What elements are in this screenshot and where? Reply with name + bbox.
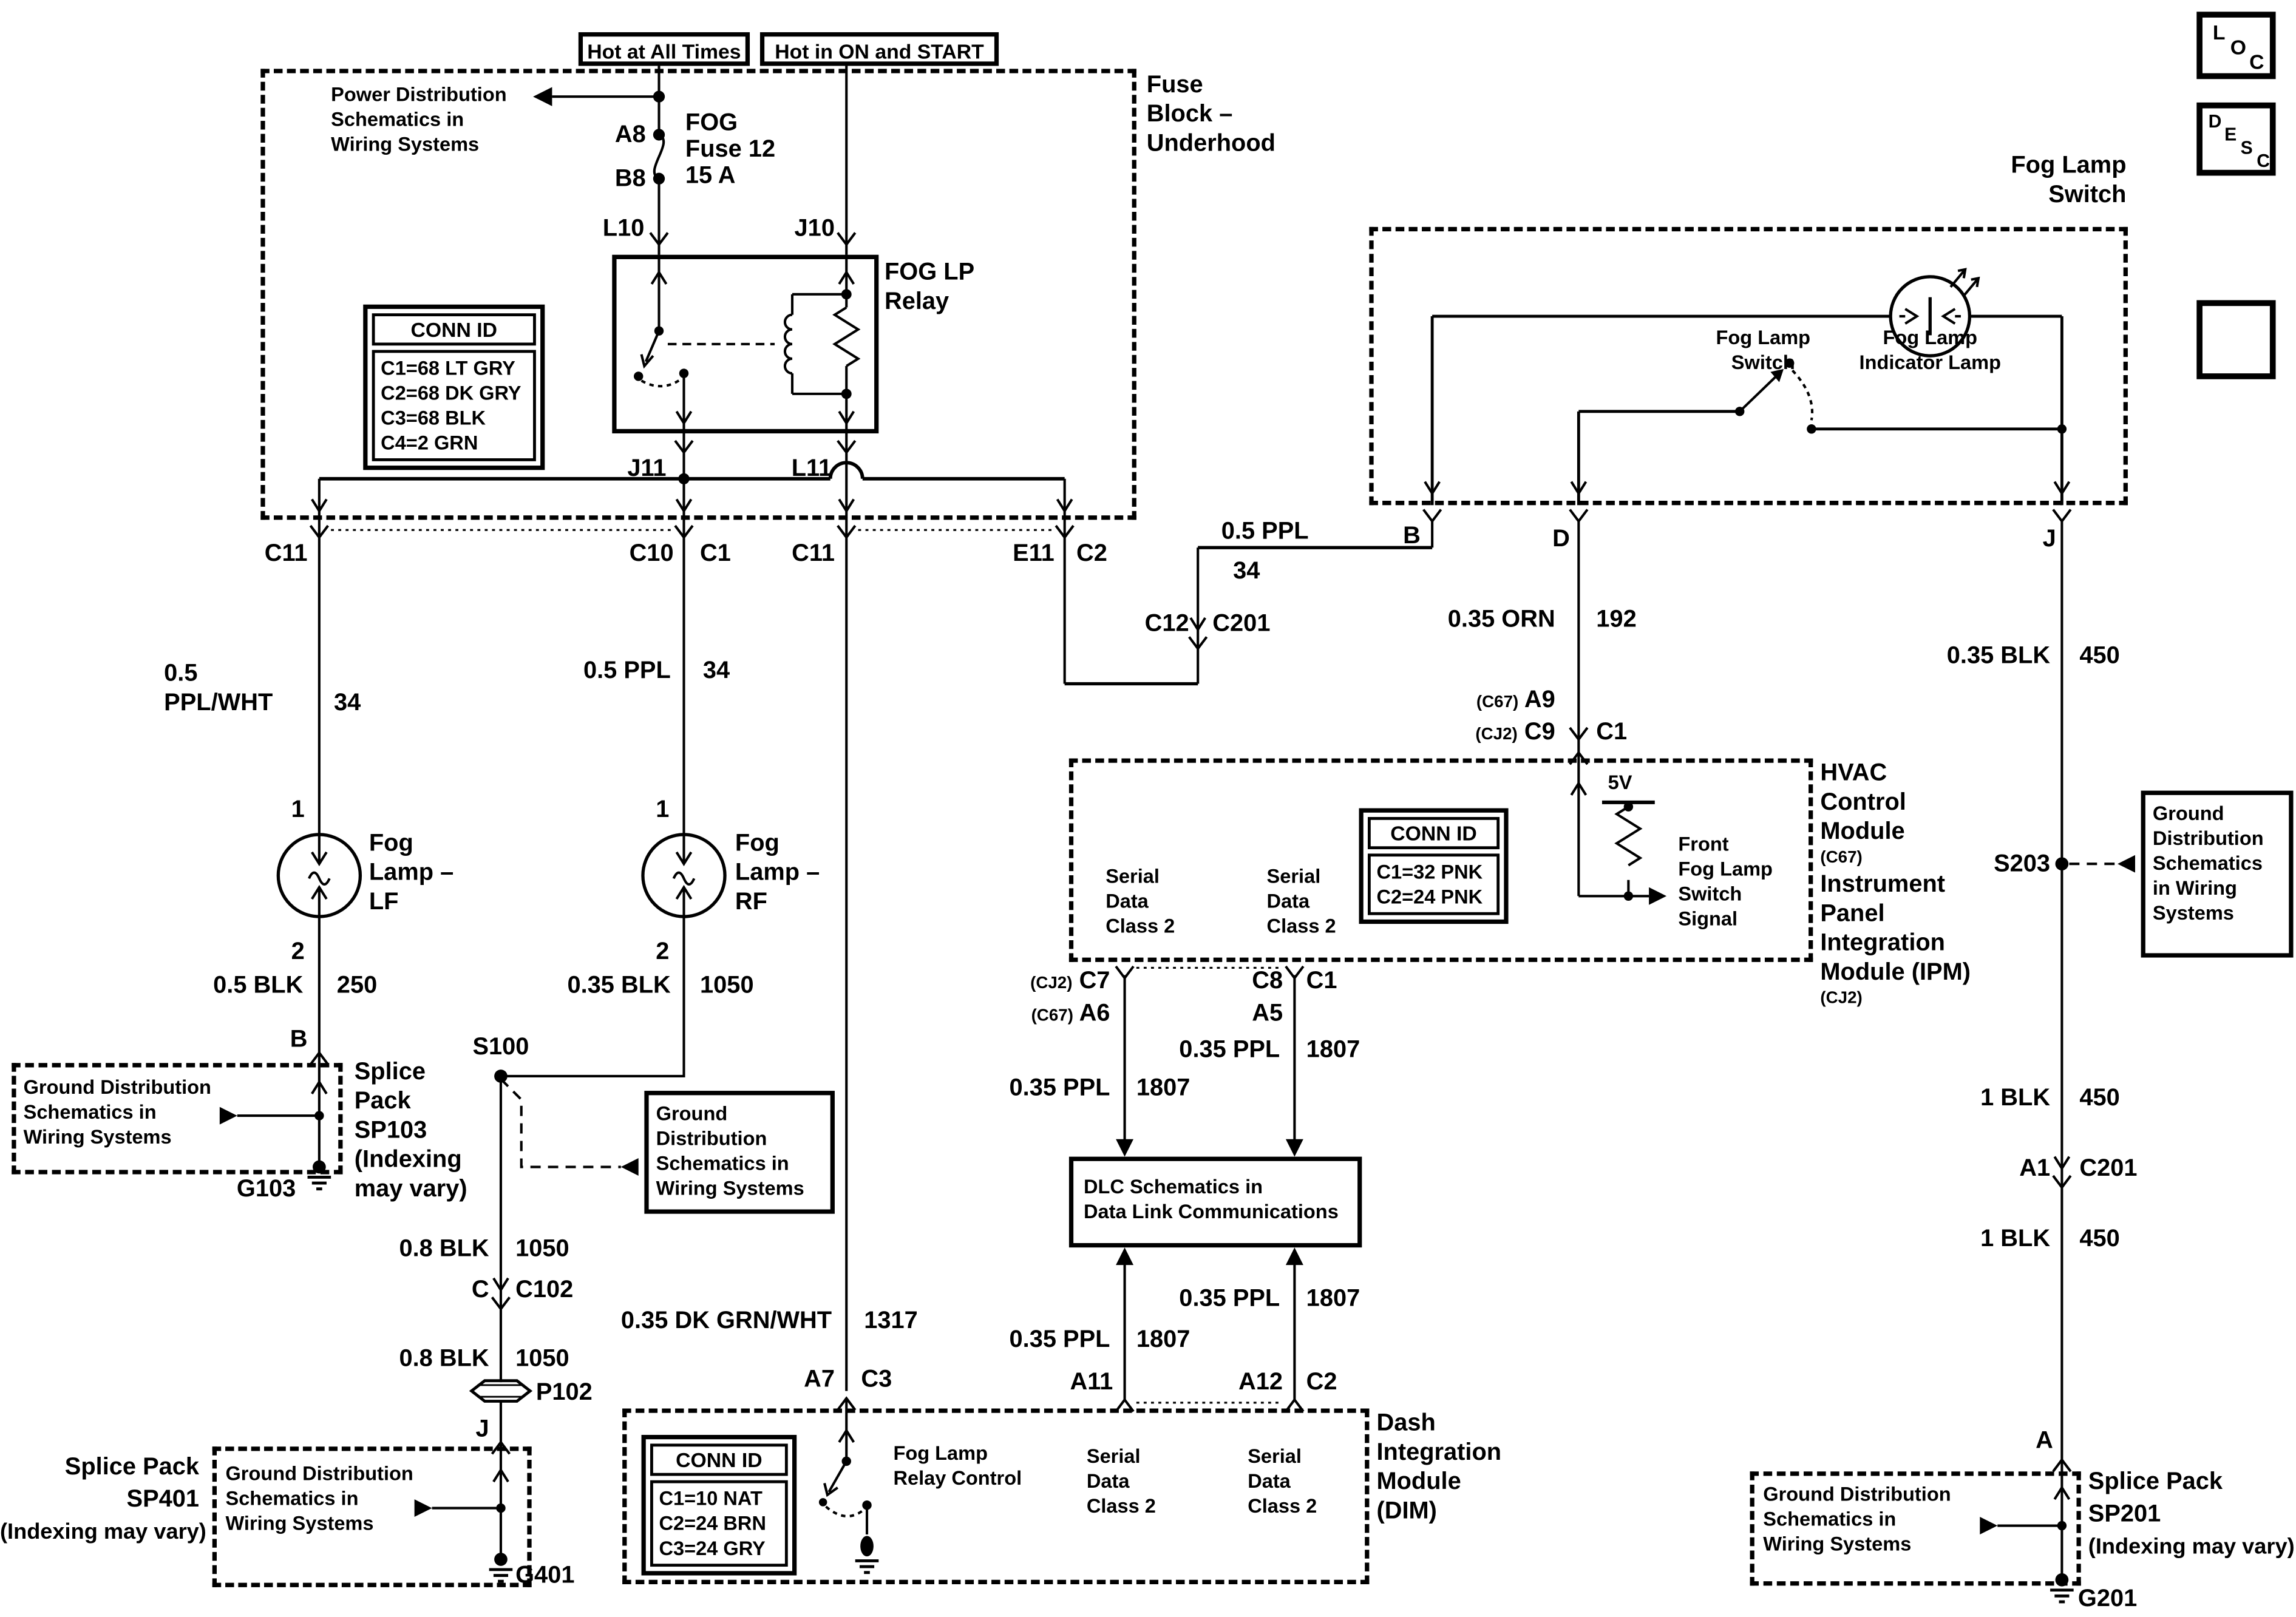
conn-a12: A12	[1238, 1369, 1283, 1395]
dim-serial-1: Serial Data Class 2	[1086, 1445, 1156, 1517]
fog-lamp-switch-title: Fog Lamp Switch	[2011, 152, 2127, 208]
wire-s100l-gauge: 0.8 BLK	[399, 1345, 489, 1372]
conn-c12-right: C201	[1212, 610, 1271, 637]
hvac-serial-2: Serial Data Class 2	[1266, 865, 1336, 937]
wire-switchfeed-circuit: 34	[1233, 558, 1260, 585]
wire-relayctl-gauge: 0.35 DK GRN/WHT	[620, 1307, 832, 1334]
conn-id-dim: CONN ID C1=10 NAT C2=24 BRN C3=24 GRY	[642, 1435, 797, 1576]
sp201-label-2: SP201	[2088, 1500, 2161, 1527]
splice-s100	[494, 1070, 508, 1083]
wire-relayctl-circuit: 1317	[864, 1307, 918, 1334]
switch-label: Fog Lamp Switch	[1716, 326, 1811, 374]
conn-c8: C8	[1252, 968, 1283, 994]
fog-lp-relay-box	[612, 255, 878, 433]
relay-label: FOG LP Relay	[884, 259, 975, 315]
conn-c12: C12	[1144, 610, 1189, 637]
ground-id-g401: G401	[515, 1562, 575, 1589]
desc-button[interactable]	[2196, 103, 2275, 176]
pin-l11: L11	[791, 455, 832, 482]
sp103-label: Splice Pack SP103 (Indexing may vary)	[354, 1059, 467, 1202]
conn-a9: (C67) A9	[1476, 686, 1555, 713]
fuse-block-title: Fuse Block – Underhood	[1146, 72, 1276, 157]
terminal-d: D	[1552, 525, 1570, 552]
conn-a7: A7	[804, 1366, 835, 1393]
wire-lf-gauge: 0.5 PPL/WHT	[164, 660, 273, 716]
lamp-lf-name: Fog Lamp – LF	[369, 830, 454, 915]
ground-id-g201: G201	[2077, 1585, 2138, 1612]
hvac-5v-label: 5V	[1608, 771, 1632, 794]
terminal-b: B	[1403, 523, 1421, 549]
wire-a12-circuit: 1807	[1306, 1285, 1360, 1312]
fuse-name: FOG	[685, 109, 738, 137]
hvac-signal-label: Front Fog Lamp Switch Signal	[1678, 833, 1773, 930]
splice-id-s100: S100	[472, 1034, 529, 1060]
conn-a11: A11	[1070, 1369, 1113, 1395]
conn-c9: (CJ2) C9	[1475, 719, 1555, 745]
wire-jup-circuit: 450	[2079, 642, 2120, 670]
sp401-label-1: Splice Pack	[64, 1454, 200, 1480]
lf-pin-2: 2	[291, 938, 305, 965]
sp201-label-3: (Indexing may vary)	[2088, 1534, 2295, 1559]
wire-lf-gnd-gauge: 0.5 BLK	[213, 972, 304, 999]
desc-letter-s: S	[2240, 137, 2253, 158]
loc-letter-l: L	[2212, 20, 2226, 44]
wire-rf-gnd-gauge: 0.35 BLK	[567, 972, 671, 999]
conn-a1: A1	[2019, 1155, 2051, 1182]
wire-c7-gauge: 0.35 PPL	[1009, 1074, 1110, 1101]
conn-c8-right: C1	[1306, 968, 1337, 994]
s203-ref-arrow	[2118, 855, 2135, 873]
wire-lf-gnd-circuit: 250	[336, 972, 378, 999]
dlc-arrow-up-2	[1286, 1247, 1303, 1265]
wire-c8-circuit: 1807	[1306, 1036, 1360, 1063]
pin-c2: C2	[1076, 540, 1107, 567]
wire-a11-gauge: 0.35 PPL	[1009, 1326, 1110, 1353]
pin-c1: C1	[700, 540, 731, 567]
desc-letter-c: C	[2257, 151, 2270, 172]
pin-c10: C10	[629, 540, 674, 567]
dlc-text: DLC Schematics in Data Link Communications	[1084, 1175, 1339, 1223]
pin-j-sp401: J	[475, 1415, 489, 1443]
loc-button[interactable]	[2196, 12, 2275, 79]
conn-a5: A5	[1252, 1000, 1283, 1026]
wire-a11-circuit: 1807	[1136, 1326, 1190, 1353]
desc-letter-d: D	[2208, 111, 2222, 132]
conn-a6: (C67) A6	[1031, 1000, 1110, 1026]
wire-jmid-gauge: 1 BLK	[1980, 1085, 2051, 1111]
pin-b8: B8	[614, 165, 646, 192]
s203-ref-text: Ground Distribution Schematics in Wiring Systems	[2152, 802, 2264, 924]
wire-jup-gauge: 0.35 BLK	[1946, 642, 2051, 670]
terminal-j: J	[2042, 525, 2056, 552]
dlc-arrow-down-2	[1286, 1139, 1303, 1157]
desc-letter-e: E	[2224, 124, 2237, 145]
chevrons-b-d-j	[1424, 509, 2071, 521]
wire-lf-circuit: 34	[333, 690, 361, 716]
s100-ref-text: Ground Distribution Schematics in Wiring Systems	[656, 1102, 804, 1199]
rf-filament	[674, 873, 695, 884]
hvac-serial-1: Serial Data Class 2	[1106, 865, 1175, 937]
splice-id-s203: S203	[1994, 850, 2051, 877]
conn-c102: C102	[515, 1276, 574, 1303]
pin-a8: A8	[614, 121, 646, 148]
sp103-ref-text: Ground Distribution Schematics in Wiring Systems	[23, 1076, 211, 1148]
pin-a-sp201: A	[2036, 1427, 2053, 1454]
pin-j11: J11	[627, 455, 667, 482]
lamp-rf-name: Fog Lamp – RF	[735, 830, 820, 915]
splice-s203	[2056, 857, 2069, 870]
wire-jmid-circuit: 450	[2079, 1085, 2120, 1111]
pin-c-c102: C	[471, 1276, 489, 1303]
conn-a7-right: C3	[861, 1366, 892, 1393]
sp401-ref-text: Ground Distribution Schematics in Wiring Systems	[225, 1462, 413, 1534]
wire-rf-gnd-circuit: 1050	[700, 972, 754, 999]
conn-p102: P102	[535, 1379, 593, 1406]
fuse-rating: 15 A	[685, 162, 736, 189]
chevrons-fuse-outputs	[310, 526, 1073, 537]
wire-rf-gauge: 0.5 PPL	[583, 657, 671, 684]
sp401-label-2: SP401	[126, 1486, 200, 1513]
rf-pin-2: 2	[656, 938, 670, 965]
s100-leader	[501, 1079, 621, 1167]
rf-pin-1: 1	[656, 796, 670, 823]
ground-id-g103: G103	[236, 1175, 296, 1202]
power-feed-hot-at-all-times: Hot at All Times	[579, 32, 750, 66]
sp401-label-3: (Indexing may vary)	[0, 1519, 206, 1545]
loc-letter-c: C	[2249, 50, 2264, 73]
indicator-label: Fog Lamp Indicator Lamp	[1859, 326, 2001, 374]
conn-a12-right: C2	[1306, 1369, 1337, 1395]
power-distribution-ref: Power Distribution Schematics in Wiring Systems	[331, 83, 507, 155]
wire-c7-circuit: 1807	[1136, 1074, 1190, 1101]
p102-symbol	[472, 1381, 530, 1402]
wire-a12-gauge: 0.35 PPL	[1179, 1285, 1280, 1312]
lf-pin-1: 1	[291, 796, 305, 823]
lf-filament	[309, 873, 330, 884]
dim-name: Dash Integration Module (DIM)	[1376, 1409, 1502, 1525]
pin-b-sp103: B	[290, 1026, 308, 1053]
power-feed-hot-in-on-start: Hot in ON and START	[760, 32, 999, 66]
conn-c7: (CJ2) C7	[1030, 968, 1110, 994]
wire-rf-circuit: 34	[702, 657, 730, 684]
pin-l10: L10	[602, 215, 645, 242]
conn-id-fuseblock: CONN ID C1=68 LT GRY C2=68 DK GRY C3=68 BLK C4=2 GRN	[363, 305, 545, 470]
wire-c8-gauge: 0.35 PPL	[1179, 1036, 1280, 1063]
conn-a1-right: C201	[2079, 1155, 2138, 1182]
wire-jlow-gauge: 1 BLK	[1980, 1225, 2051, 1252]
conn-id-hvac: CONN ID C1=32 PNK C2=24 PNK	[1359, 808, 1509, 924]
wire-switchfeed-gauge: 0.5 PPL	[1221, 518, 1309, 545]
wire-orn-gauge: 0.35 ORN	[1447, 606, 1555, 633]
dim-serial-2: Serial Data Class 2	[1248, 1445, 1317, 1517]
fuse-id: Fuse 12	[685, 136, 776, 163]
pin-j10: J10	[794, 215, 835, 242]
dim-relay-control-label: Fog Lamp Relay Control	[893, 1442, 1022, 1490]
wire-s100l-circuit: 1050	[515, 1345, 569, 1372]
ground-symbol-g201	[2050, 1590, 2074, 1602]
ground-symbol-g103	[308, 1177, 331, 1188]
loc-letter-o: O	[2230, 35, 2247, 59]
wire-orn-circuit: 192	[1596, 606, 1637, 633]
s100-ref-arrow	[621, 1158, 639, 1176]
sp201-ref-text: Ground Distribution Schematics in Wiring Systems	[1763, 1483, 1951, 1555]
back-arrow-button[interactable]	[2196, 300, 2275, 379]
pin-c11-mid: C11	[792, 540, 835, 567]
pin-c11-left: C11	[264, 540, 308, 567]
dlc-arrow-down-1	[1116, 1139, 1133, 1157]
wire-s100u-circuit: 1050	[515, 1235, 569, 1263]
dlc-arrow-up-1	[1116, 1247, 1133, 1265]
conn-c9-right: C1	[1596, 719, 1628, 745]
sp201-label-1: Splice Pack	[2088, 1468, 2223, 1495]
pin-e11: E11	[1013, 540, 1055, 567]
wire-jlow-circuit: 450	[2079, 1225, 2120, 1252]
hvac-module-name: HVAC Control Module (C67) Instrument Panel Integration Module (IPM) (CJ2)	[1820, 759, 1971, 1008]
wire-s100u-gauge: 0.8 BLK	[399, 1235, 489, 1263]
